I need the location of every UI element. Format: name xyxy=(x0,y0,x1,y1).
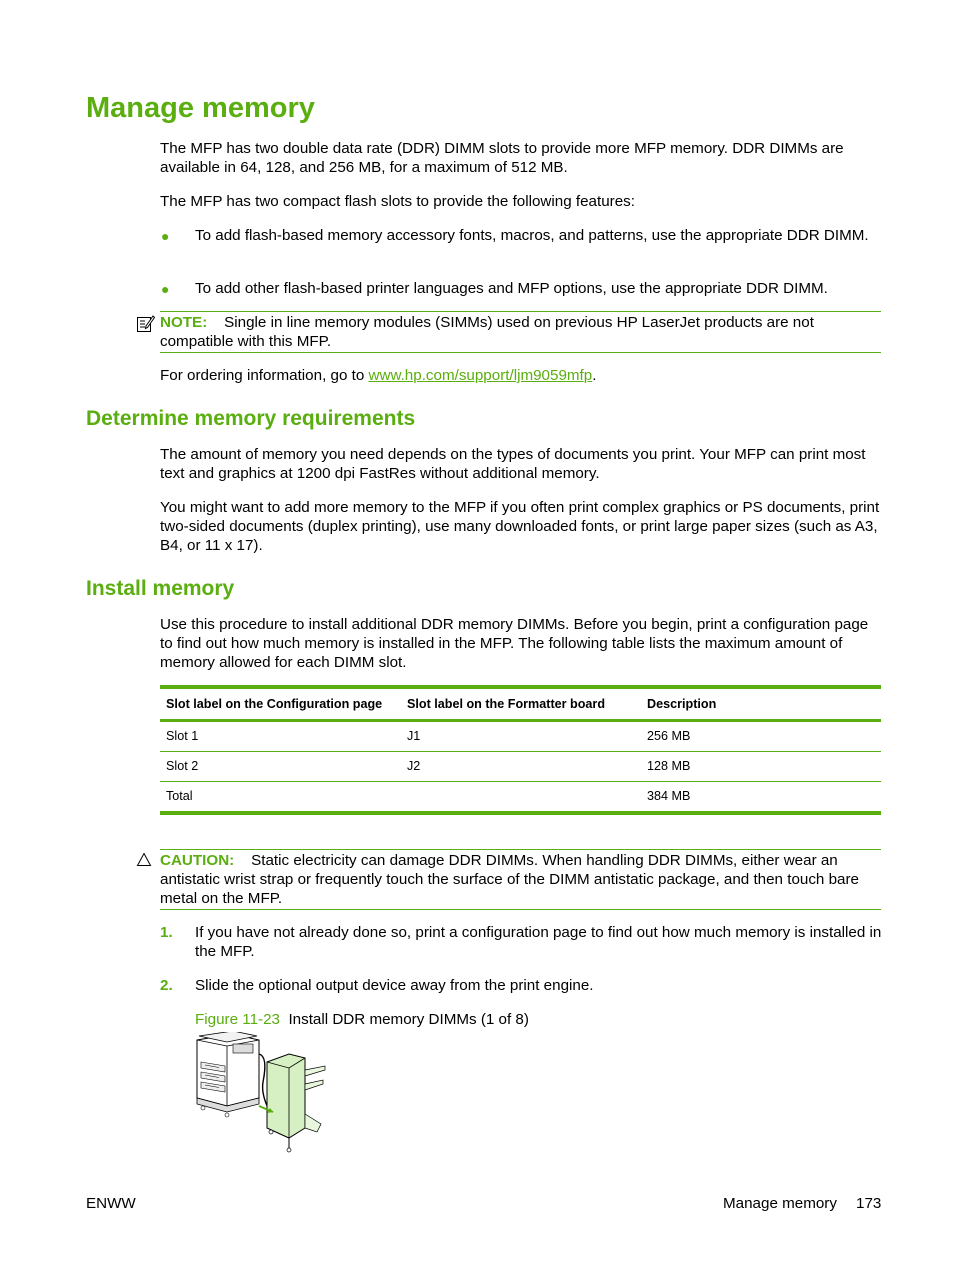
bullet-icon: ● xyxy=(161,228,170,244)
table-header-cell: Description xyxy=(647,697,717,711)
step-number: 1. xyxy=(160,924,173,941)
table-cell: Slot 1 xyxy=(166,729,199,743)
caution-top-rule xyxy=(160,849,881,850)
page-number: 173 xyxy=(856,1195,882,1212)
table-bottom-bar xyxy=(160,811,881,815)
table-cell: J1 xyxy=(407,729,421,743)
table-cell: Total xyxy=(166,789,193,803)
table-row xyxy=(160,782,881,811)
note-text: Single in line memory modules (SIMMs) used on previous HP LaserJet products are not compatible with this MFP. xyxy=(160,314,814,350)
footer-section: Manage memory xyxy=(723,1195,837,1212)
ordering-prefix: For ordering information, go to xyxy=(160,367,369,384)
support-link[interactable]: www.hp.com/support/ljm9059mfp xyxy=(368,367,593,384)
caution-block xyxy=(160,851,882,908)
table-cell: J2 xyxy=(407,759,421,773)
ordering-info xyxy=(160,366,882,385)
caution-triangle-icon xyxy=(136,852,152,867)
table-row xyxy=(160,752,881,781)
page-title: Manage memory xyxy=(86,92,315,124)
section-heading-install: Install memory xyxy=(86,577,235,600)
table-header-cell: Slot label on the Configuration page xyxy=(166,697,383,711)
bullet-item-1: To add flash-based memory accessory fonts, macros, and patterns, use the appropriate DDR DIMM. xyxy=(195,227,869,244)
note-bottom-rule xyxy=(160,352,881,353)
figure-caption xyxy=(195,1010,529,1029)
step-text: If you have not already done so, print a configuration page to find out how much memory is installed in the MFP. xyxy=(195,924,882,960)
install-paragraph-1: Use this procedure to install additional DDR memory DIMMs. Before you begin, print a configuration page to find out how much memory is installed in the MFP. The following table lists the maximum amount of memory allowed for each DIMM slot. xyxy=(160,616,869,671)
caution-label: CAUTION: xyxy=(160,852,235,869)
table-header-row xyxy=(160,689,881,719)
table-cell: Slot 2 xyxy=(166,759,199,773)
table-cell: 384 MB xyxy=(647,789,691,803)
determine-paragraph-1: The amount of memory you need depends on the types of documents you print. Your MFP can print most text and graphics at 1200 dpi FastRes without additional memory. xyxy=(160,446,866,482)
intro-paragraph-1: The MFP has two double data rate (DDR) DIMM slots to provide more MFP memory. DDR DIMMs are available in 64, 128, and 256 MB, for a maximum of 512 MB. xyxy=(160,140,844,176)
intro-paragraph-2: The MFP has two compact flash slots to provide the following features: xyxy=(160,193,635,210)
ordering-suffix: . xyxy=(592,367,597,384)
determine-paragraph-2: You might want to add more memory to the MFP if you often print complex graphics or PS documents, print two-sided documents (duplex printing), use many downloaded fonts, or print large paper sizes (such as A3, B4, or 11 x 17). xyxy=(160,499,880,554)
figure-label: Figure 11-23 xyxy=(195,1011,280,1028)
bullet-item-2: To add other flash-based printer languages and MFP options, use the appropriate DDR DIMM. xyxy=(195,280,828,297)
note-label: NOTE: xyxy=(160,314,208,331)
table-row xyxy=(160,722,881,751)
memory-slot-table xyxy=(160,685,881,815)
table-header-cell: Slot label on the Formatter board xyxy=(407,697,606,711)
section-heading-determine: Determine memory requirements xyxy=(86,407,416,430)
note-top-rule xyxy=(160,311,881,312)
note-icon xyxy=(136,314,155,333)
note-block xyxy=(160,313,882,351)
footer-left: ENWW xyxy=(86,1195,136,1212)
caution-text: Static electricity can damage DDR DIMMs. When handling DDR DIMMs, either wear an antistatic wrist strap or frequently touch the surface of the DIMM antistatic package, and then touch bare metal on the MFP. xyxy=(160,852,859,907)
caution-bottom-rule xyxy=(160,909,881,910)
table-cell: 256 MB xyxy=(647,729,691,743)
table-cell: 128 MB xyxy=(647,759,691,773)
figure-caption-text: Install DDR memory DIMMs (1 of 8) xyxy=(288,1011,529,1028)
bullet-icon: ● xyxy=(161,281,170,297)
mfp-illustration xyxy=(193,1032,328,1154)
step-number: 2. xyxy=(160,977,173,994)
step-text: Slide the optional output device away from the print engine. xyxy=(195,977,594,994)
